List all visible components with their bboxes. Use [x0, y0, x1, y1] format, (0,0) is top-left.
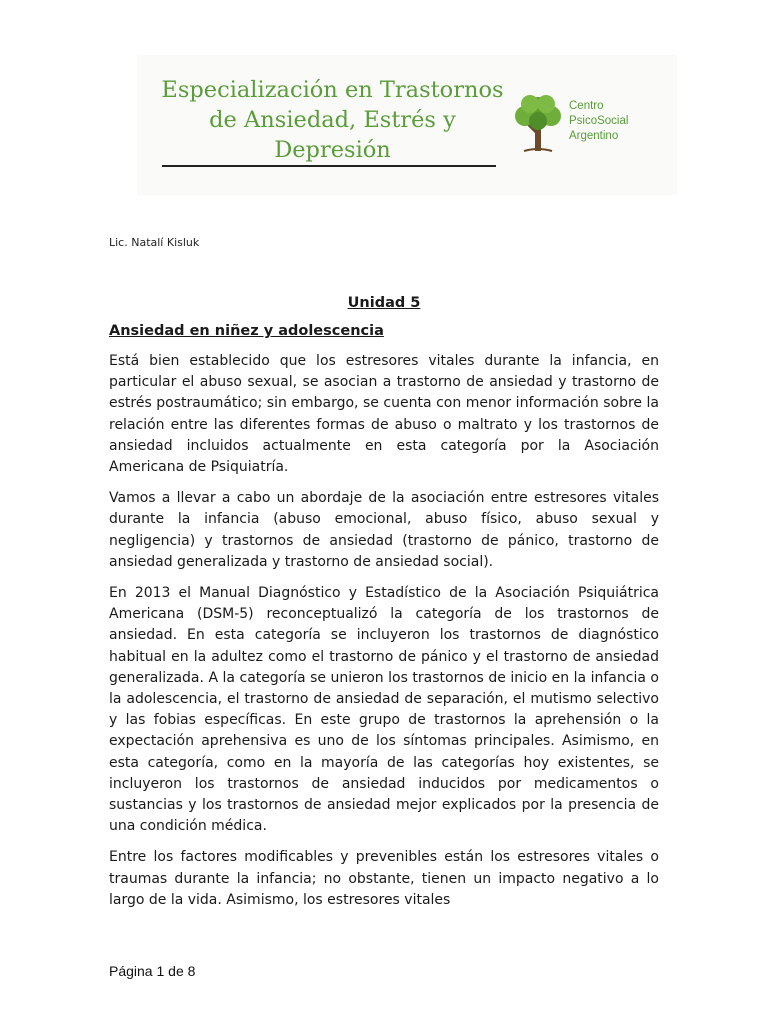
section-heading: Ansiedad en niñez y adolescencia: [109, 323, 384, 339]
course-title-line: Depresión: [274, 137, 391, 163]
page-number: Página 1 de 8: [109, 963, 196, 979]
course-title: [160, 75, 505, 165]
unit-heading: Unidad 5: [347, 295, 421, 311]
organization-logo-text: [569, 99, 628, 144]
logo-text-line: PsicoSocial: [569, 115, 629, 127]
logo-text-line: Centro: [569, 100, 604, 112]
course-title-line: Especialización en Trastornos: [161, 77, 504, 103]
paragraph: En 2013 el Manual Diagnóstico y Estadístico de la Asociación Psiquiátrica Americana (DSM-5) reconceptualizó la categoría de los trastornos de ansiedad. En esta categoría se incluyeron los trastornos de diagnóstico habitual en la adultez como el trastorno de pánico y el trastorno de ansiedad generalizada. A la categoría se unieron los trastornos de inicio en la infancia o la adolescencia, el trastorno de ansiedad de separación, el mutismo selectivo y las fobias específicas. En este grupo de trastornos la aprehensión o la expectación aprehensiva es uno de los síntomas principales. Asimismo, en esta categoría, como en la mayoría de las categorías hoy existentes, se incluyeron los trastornos de ansiedad inducidos por medicamentos o sustancias y los trastornos de ansiedad mejor explicados por la presencia de una condición médica.: [109, 585, 659, 835]
logo-text-line: Argentino: [569, 130, 619, 142]
course-title-line: de Ansiedad, Estrés y: [209, 107, 456, 133]
paragraph: Vamos a llevar a cabo un abordaje de la asociación entre estresores vitales durante la infancia (abuso emocional, abuso físico, abuso sexual y negligencia) y trastornos de ansiedad (trastorno de pánico, trastorno de ansiedad generalizada y trastorno de ansiedad social).: [109, 490, 659, 570]
paragraph: Está bien establecido que los estresores vitales durante la infancia, en particular el abuso sexual, se asocian a trastorno de ansiedad y trastorno de estrés postraumático; sin embargo, se cuenta con menor información sobre la relación entre las diferentes formas de abuso o maltrato y los trastornos de ansiedad incluidos actualmente en esta categoría por la Asociación Americana de Psiquiatría.: [109, 353, 659, 476]
title-underline: [162, 165, 496, 167]
author-name: Lic. Natalí Kisluk: [109, 236, 200, 249]
body-text: [109, 351, 659, 921]
tree-icon: [512, 94, 564, 154]
paragraph: Entre los factores modificables y prevenibles están los estresores vitales o traumas durante la infancia; no obstante, tienen un impacto negativo a lo largo de la vida. Asimismo, los estresores vitales: [109, 849, 659, 908]
